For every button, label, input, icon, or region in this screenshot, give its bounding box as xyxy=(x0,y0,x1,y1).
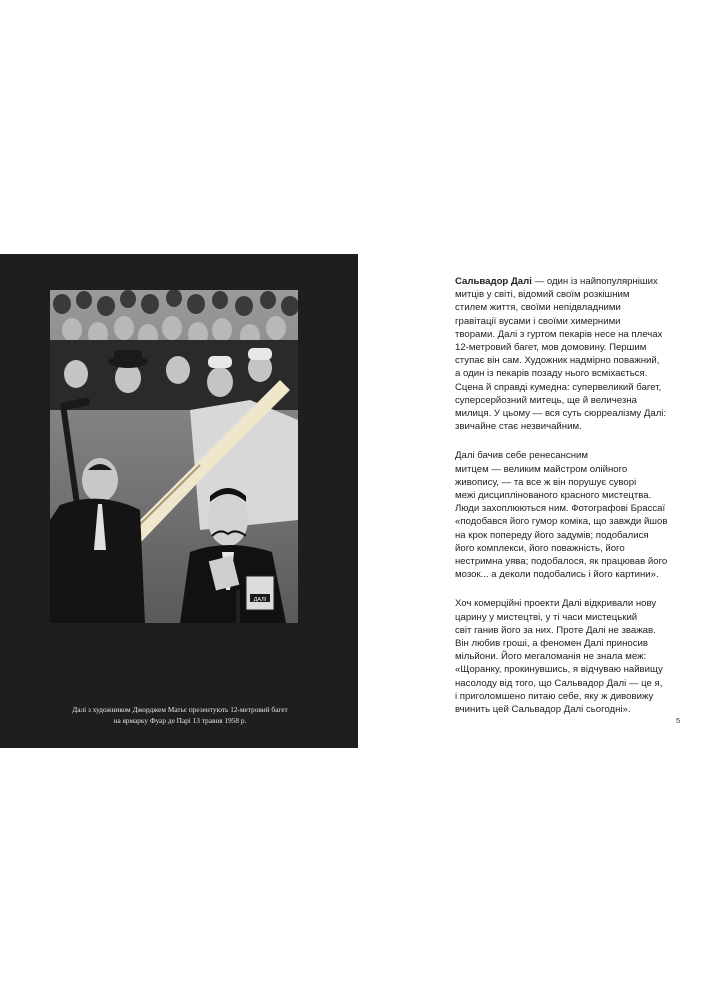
paragraph-line: царину у мистецтві, у ті часи мистецький xyxy=(455,611,638,623)
paragraph-line: світ ганив його за них. Проте Далі не зважав. xyxy=(455,624,656,636)
paragraph-line: Люди захоплюються ним. Фотографові Брассаї xyxy=(455,503,666,515)
paragraph-line: ступає він сам. Художник надмірно поважний, xyxy=(455,355,660,367)
paragraph-line: суперсерйозний митець, ще й величезна xyxy=(455,394,637,406)
caption-line: на ярмарку Фуар де Парі 13 травня 1958 р. xyxy=(113,716,247,725)
paragraph-line: милиця. У цьому — вся суть сюрреалізму Далі: xyxy=(455,408,667,420)
book-cover-text: ДАЛІ xyxy=(253,597,267,603)
paragraph-line: «Щоранку, прокинувшись, я відчуваю найвищу xyxy=(455,664,663,676)
paragraph-line: Далі бачив себе ренесансним xyxy=(455,450,588,462)
paragraph-line: творами. Далі з гуртом пекарів несе на плечах xyxy=(455,328,663,340)
body-text xyxy=(455,275,695,732)
paragraph-line: вчинить цей Сальвадор Далі сьогодні». xyxy=(455,704,631,716)
paragraph-line: мільйони. Його мегаломанія не знала меж: xyxy=(455,651,647,663)
paragraph-line: Він любив гроші, а феномен Далі приносив xyxy=(455,638,648,650)
caption-line: Далі з художником Джорджем Матьє презентують 12-метровий багет xyxy=(72,705,288,714)
first-line-rest: — один із найпопулярніших xyxy=(531,276,658,287)
paragraph-line: стилем життя, своїми непідвладними xyxy=(455,302,621,314)
paragraph-1 xyxy=(455,275,695,433)
paragraph-line: а один із пекарів позаду нього всміхається. xyxy=(455,368,648,380)
paragraph-line: звичайне стає незвичайним. xyxy=(455,421,582,433)
paragraph-line xyxy=(455,275,695,288)
paragraph-line: насолоду від того, що Сальвадор Далі — це я, xyxy=(455,677,663,689)
paragraph-line: його комплекси, його поважність, його xyxy=(455,542,625,554)
historical-photograph xyxy=(50,290,298,623)
paragraph-line: мозок... а деколи подобались і його картини». xyxy=(455,569,659,581)
paragraph-line: 12-метровий багет, мов домовину. Першим xyxy=(455,342,647,354)
paragraph-line: митцем — великим майстром олійного xyxy=(455,463,628,475)
paragraph-2 xyxy=(455,449,695,581)
paragraph-line: митців у світі, відомий своїм розкішним xyxy=(455,289,630,301)
artist-name: Сальвадор Далі xyxy=(455,276,532,287)
paragraph-line: і приголомшено питаю себе, яку ж дивовижу xyxy=(455,690,654,702)
paragraph-line: живопису, — та все ж він порушує суворі xyxy=(455,476,637,488)
photo-caption xyxy=(60,704,300,726)
photo-panel xyxy=(0,254,358,748)
paragraph-line: Сцена й справді кумедна: супервеликий багет, xyxy=(455,381,662,393)
paragraph-line: на крок попереду його задумів; подобалися xyxy=(455,529,649,541)
paragraph-line: межі дисциплінованого красного мистецтва. xyxy=(455,490,652,502)
page-number: 5 xyxy=(676,716,681,725)
photo-illustration xyxy=(50,290,298,623)
paragraph-line: нестримна уява; подобалося, як працював його xyxy=(455,556,668,568)
paragraph-line: гравітації вусами і своїми химерними xyxy=(455,315,621,327)
paragraph-3 xyxy=(455,597,695,716)
paragraph-line: Хоч комерційні проекти Далі відкривали нову xyxy=(455,598,657,610)
paragraph-line: «подобався його гумор коміка, що завжди йшов xyxy=(455,516,668,528)
